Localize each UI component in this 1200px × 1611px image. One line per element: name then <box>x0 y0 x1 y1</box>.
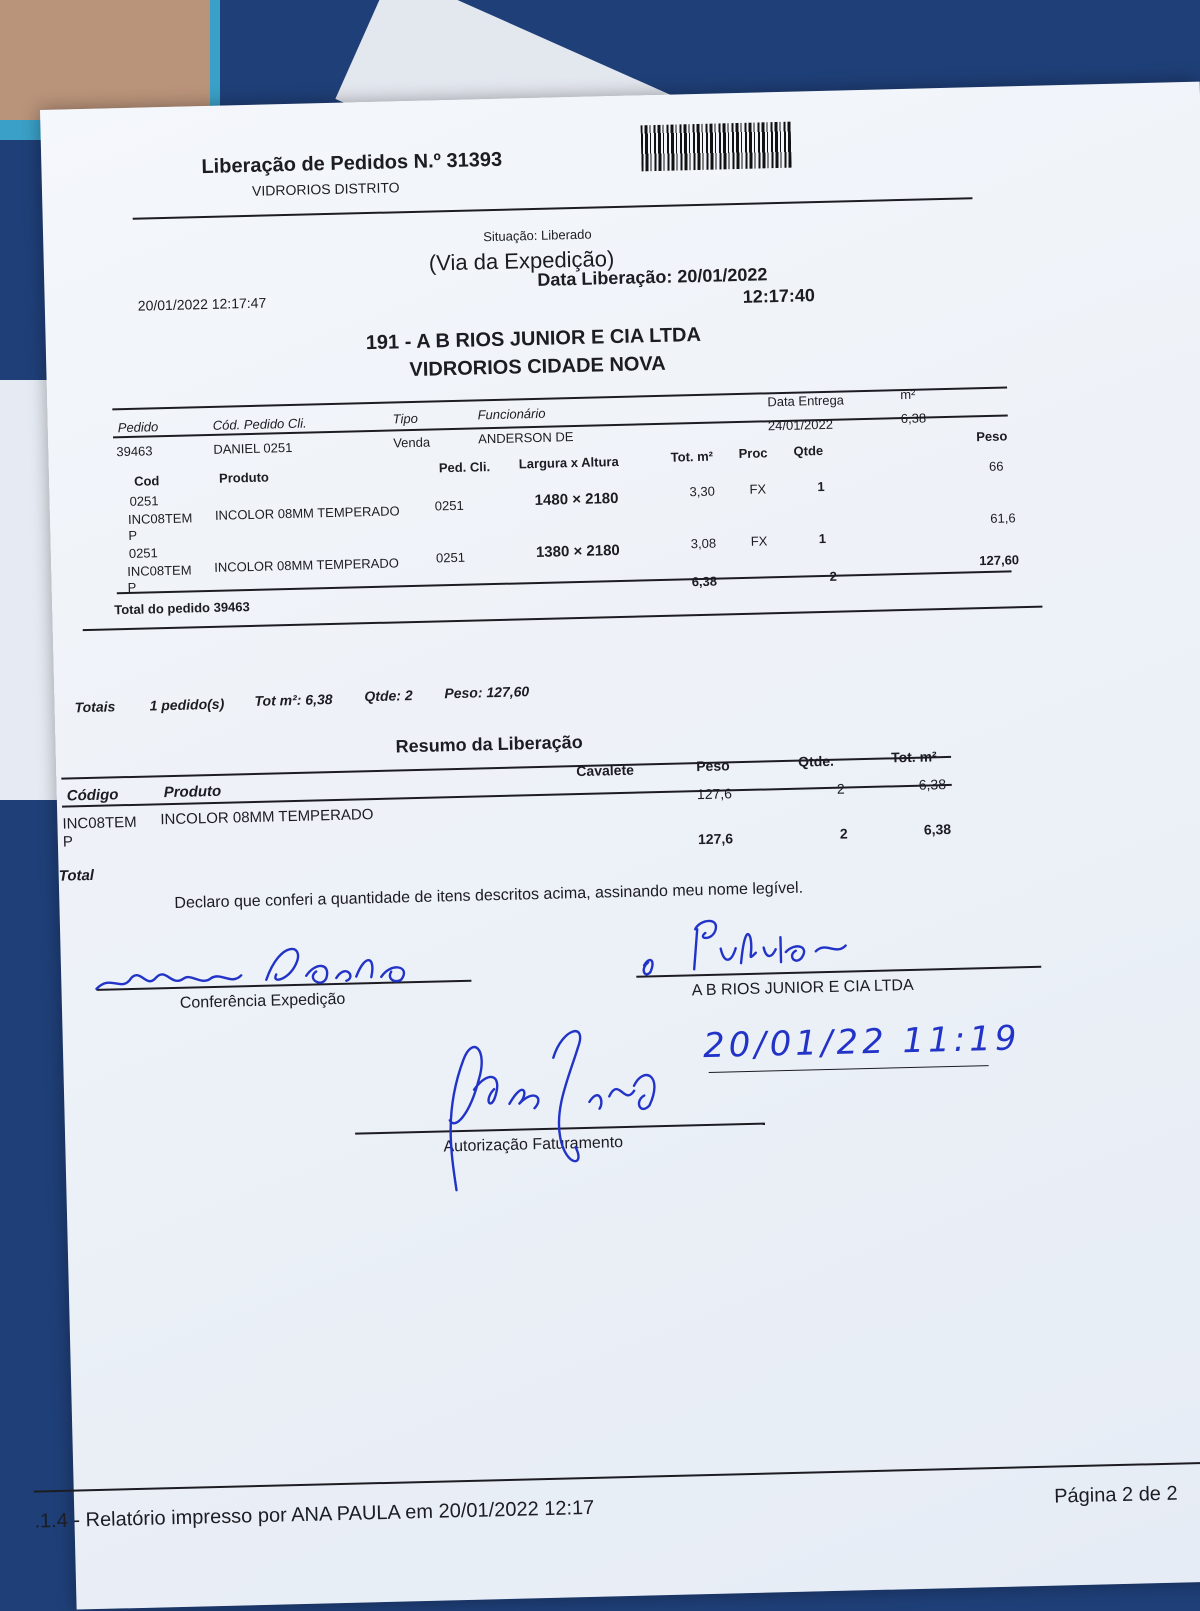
order-total-peso: 127,60 <box>979 552 1019 568</box>
order-total-m2: 6,38 <box>692 574 718 590</box>
item-ped-cli: 0251 <box>435 498 464 514</box>
item-dims: 1380 × 2180 <box>536 542 620 561</box>
summary-col-codigo: Código <box>67 786 119 804</box>
signature-autorizacao-icon <box>392 1014 696 1201</box>
item-cod: INC08TEM <box>128 510 193 527</box>
item-tot-m2: 3,08 <box>691 536 717 552</box>
totals-label: Totais <box>74 698 115 715</box>
summary-col-tot-m2: Tot. m² <box>891 748 937 765</box>
item-col-dims: Largura x Altura <box>519 454 619 471</box>
item-col-tot-m2: Tot. m² <box>670 449 713 465</box>
item-cod: INC08TEM <box>127 562 192 579</box>
document-title: Liberação de Pedidos N.º 31393 <box>201 149 502 179</box>
totals-m2: Tot m²: 6,38 <box>254 691 332 709</box>
item-peso: 61,6 <box>990 510 1016 526</box>
item-tot-m2: 3,30 <box>689 484 715 500</box>
print-datetime: 20/01/2022 12:17:47 <box>138 295 267 314</box>
order-tipo: Venda <box>393 435 430 451</box>
col-tipo: Tipo <box>392 411 418 427</box>
signature-conferencia-icon <box>90 931 421 999</box>
client-name: 191 - A B RIOS JUNIOR E CIA LTDA <box>366 324 702 355</box>
item-col-ped-cli: Ped. Cli. <box>439 459 491 475</box>
order-cod-pedido: DANIEL 0251 <box>213 440 292 457</box>
declaration-sentence: Declaro que conferi a quantidade de itens descritos acima, assinando meu nome legível. <box>174 880 803 912</box>
document-page <box>40 82 1200 1610</box>
summary-title: Resumo da Liberação <box>395 732 583 758</box>
item-col-produto: Produto <box>219 470 269 486</box>
col-pedido: Pedido <box>118 419 159 435</box>
summary-total-tot-m2: 6,38 <box>924 821 952 838</box>
item-col-qtde: Qtde <box>793 443 823 459</box>
totals-pedidos: 1 pedido(s) <box>149 696 224 714</box>
item-proc: FX <box>751 533 768 548</box>
col-data-entrega: Data Entrega <box>767 392 844 409</box>
summary-qtde: 2 <box>837 781 845 797</box>
summary-col-qtde: Qtde. <box>798 753 834 770</box>
summary-total-qtde: 2 <box>840 825 848 841</box>
signature-label-conferencia: Conferência Expedição <box>180 991 346 1013</box>
release-date: Data Liberação: 20/01/2022 <box>537 264 768 291</box>
barcode-icon <box>641 122 792 172</box>
footer-line <box>34 1461 1200 1492</box>
totals-qtde: Qtde: 2 <box>364 687 413 704</box>
summary-tot-m2: 6,38 <box>919 776 947 793</box>
item-cod-suffix: P <box>128 580 137 595</box>
summary-codigo-suffix: P <box>63 833 73 850</box>
release-time: 12:17:40 <box>743 285 816 308</box>
col-m2: m² <box>900 387 916 402</box>
summary-total-label: Total <box>59 867 95 885</box>
item-cod-prefix: 0251 <box>129 493 158 509</box>
item-qtde: 1 <box>819 531 827 546</box>
item-cod-suffix: P <box>128 528 137 543</box>
order-data-entrega: 24/01/2022 <box>768 417 833 434</box>
totals-peso: Peso: 127,60 <box>444 683 529 701</box>
col-cod-pedido: Cód. Pedido Cli. <box>213 416 307 433</box>
summary-col-cavalete: Cavalete <box>576 762 634 779</box>
status-text: Situação: Liberado <box>483 227 592 245</box>
signature-cliente-icon <box>635 904 897 980</box>
signature-label-cliente: A B RIOS JUNIOR E CIA LTDA <box>692 977 914 1000</box>
col-funcionario: Funcionário <box>477 406 545 423</box>
order-total-qtde: 2 <box>829 569 837 584</box>
summary-col-peso: Peso <box>696 757 730 774</box>
item-cod-prefix: 0251 <box>129 545 158 561</box>
item-qtde: 1 <box>817 479 825 494</box>
order-m2: 6,38 <box>901 410 927 426</box>
summary-col-produto: Produto <box>164 783 222 801</box>
order-total-label: Total do pedido 39463 <box>114 599 250 617</box>
item-produto: INCOLOR 08MM TEMPERADO <box>214 555 399 575</box>
item-produto: INCOLOR 08MM TEMPERADO <box>215 503 400 523</box>
order-pedido: 39463 <box>116 443 153 459</box>
handwritten-date: 20/01/22 11:19 <box>703 1018 1021 1066</box>
summary-codigo: INC08TEM <box>62 814 137 833</box>
item-proc: FX <box>749 481 766 496</box>
signature-label-autorizacao: Autorização Faturamento <box>443 1134 623 1156</box>
item-col-cod: Cod <box>134 473 160 489</box>
client-branch: VIDRORIOS CIDADE NOVA <box>409 353 666 382</box>
summary-produto: INCOLOR 08MM TEMPERADO <box>160 806 373 828</box>
item-col-peso: Peso <box>976 428 1007 444</box>
item-peso: 66 <box>989 459 1004 474</box>
item-ped-cli: 0251 <box>436 550 465 566</box>
item-col-proc: Proc <box>738 445 767 461</box>
order-top-line <box>112 386 1007 410</box>
footer-page-number: Página 2 de 2 <box>1054 1483 1178 1509</box>
header-divider <box>133 197 973 220</box>
summary-peso: 127,6 <box>697 785 732 802</box>
date-line <box>709 1065 989 1073</box>
issuer-company: VIDRORIOS DISTRITO <box>252 179 400 199</box>
order-funcionario: ANDERSON DE <box>478 429 574 446</box>
footer-printed-by: .1.4 - Relatório impresso por ANA PAULA em 20/01/2022 12:17 <box>34 1497 594 1534</box>
item-dims: 1480 × 2180 <box>534 490 618 509</box>
summary-total-peso: 127,6 <box>698 830 733 847</box>
copy-type: (Via da Expedição) <box>429 246 615 277</box>
